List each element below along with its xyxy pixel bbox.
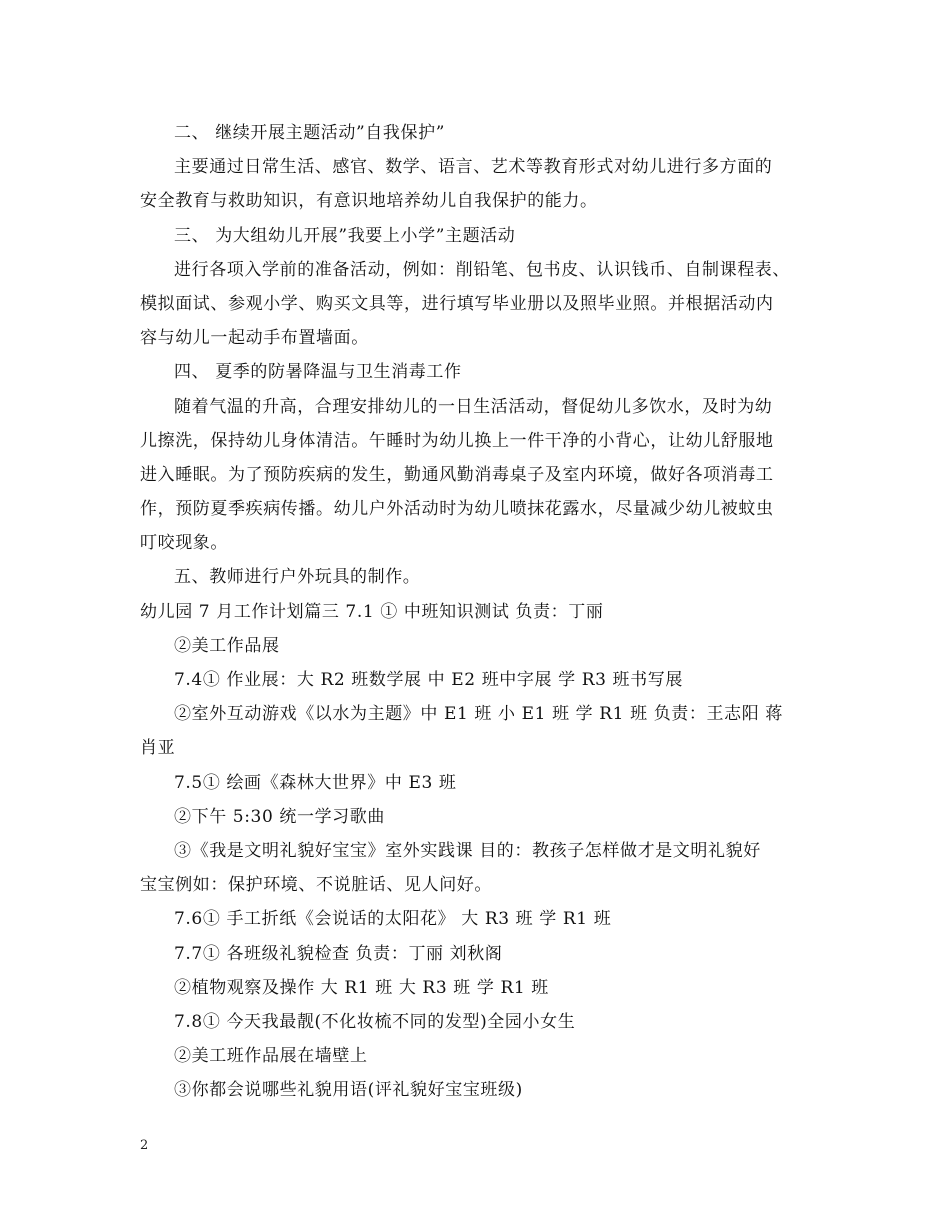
paragraph-line: 主要通过日常生活、感官、数学、语言、艺术等教育形式对幼儿进行多方面的 (174, 157, 773, 178)
plan-item: ③《我是文明礼貌好宝宝》室外实践课 目的：教孩子怎样做才是文明礼貌好 (174, 840, 761, 861)
paragraph-line: 儿擦洗，保持幼儿身体清洁。午睡时为幼儿换上一件干净的小背心，让幼儿舒服地 (140, 430, 774, 451)
plan-item-continuation: 肖亚 (140, 738, 176, 759)
paragraph-line: 安全教育与救助知识，有意识地培养幼儿自我保护的能力。 (140, 191, 598, 212)
plan-item: ③你都会说哪些礼貌用语(评礼貌好宝宝班级) (174, 1080, 523, 1101)
paragraph-line: 进行各项入学前的准备活动，例如：削铅笔、包书皮、认识钱币、自制课程表、 (174, 259, 790, 280)
paragraph-line: 作，预防夏季疾病传播。幼儿户外活动时为幼儿喷抹花露水，尽量减少幼儿被蚊虫 (140, 499, 774, 520)
plan-item: ②下午 5:30 统一学习歌曲 (174, 806, 385, 827)
heading-section-4: 四、 夏季的防暑降温与卫生消毒工作 (174, 362, 462, 383)
heading-section-3: 三、 为大组幼儿开展”我要上小学”主题活动 (174, 225, 516, 246)
paragraph-line: 容与幼儿一起动手布置墙面。 (140, 328, 369, 349)
paragraph-line: 模拟面试、参观小学、购买文具等，进行填写毕业册以及照毕业照。并根据活动内 (140, 293, 774, 314)
plan-item: 7.5① 绘画《森林大世界》中 E3 班 (174, 772, 457, 793)
plan-item: ②美工班作品展在墙壁上 (174, 1046, 368, 1067)
plan-item: 7.7① 各班级礼貌检查 负责：丁丽 刘秋阁 (174, 943, 503, 964)
plan-item: ②室外互动游戏《以水为主题》中 E1 班 小 E1 班 学 R1 班 负责：王志阳 蒋 (174, 704, 783, 725)
page-number: 2 (140, 1138, 149, 1153)
plan-item-continuation: 宝宝例如：保护环境、不说脏话、见人问好。 (140, 875, 492, 896)
plan-item: 7.4① 作业展：大 R2 班数学展 中 E2 班中字展 学 R3 班书写展 (174, 670, 683, 690)
heading-section-2: 二、 继续开展主题活动”自我保护” (174, 123, 445, 143)
plan-title-line: 幼儿园 7 月工作计划篇三 7.1 ① 中班知识测试 负责：丁丽 (140, 601, 604, 622)
plan-item: ②美工作品展 (174, 635, 280, 656)
paragraph-line: 进入睡眠。为了预防疾病的发生，勤通风勤消毒桌子及室内环境，做好各项消毒工 (140, 464, 774, 485)
plan-item: 7.8① 今天我最靓(不化妆梳不同的发型)全园小女生 (174, 1011, 576, 1032)
paragraph-line: 随着气温的升高，合理安排幼儿的一日生活活动，督促幼儿多饮水，及时为幼 (174, 396, 773, 417)
document-body (140, 116, 830, 1107)
plan-item: ②植物观察及操作 大 R1 班 大 R3 班 学 R1 班 (174, 977, 549, 998)
paragraph-line: 叮咬现象。 (140, 533, 228, 554)
plan-item: 7.6① 手工折纸《会说话的太阳花》 大 R3 班 学 R1 班 (174, 909, 612, 930)
heading-section-5: 五、教师进行户外玩具的制作。 (174, 567, 421, 588)
